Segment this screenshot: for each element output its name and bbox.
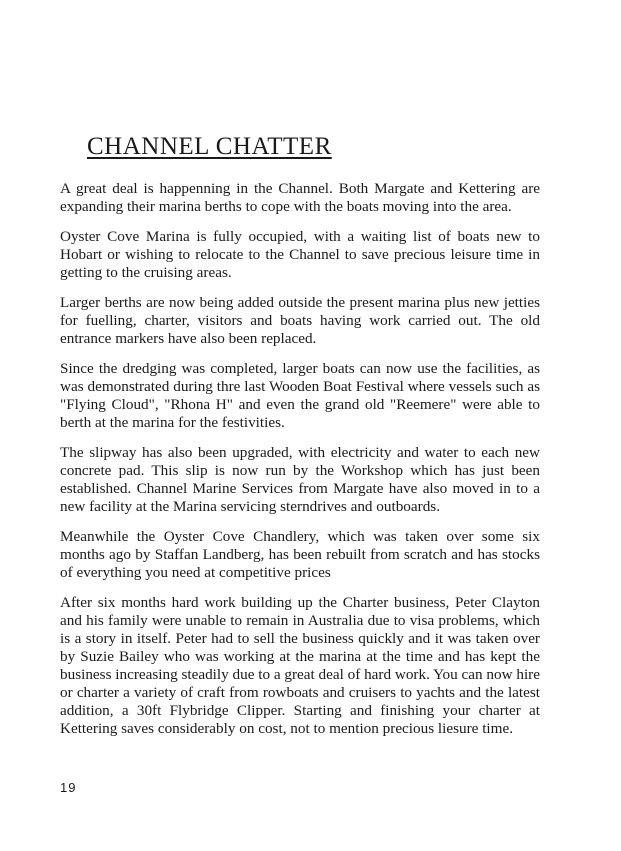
paragraph: Larger berths are now being added outside the present marina plus new jetties for fuelling, charter, visitors and boats having work carried out. The old entrance markers have also been replaced. [60,294,540,347]
page-number: 19 [60,780,77,795]
page-title: CHANNEL CHATTER [87,133,332,160]
article-body [60,180,540,750]
paragraph: Meanwhile the Oyster Cove Chandlery, which was taken over some six months ago by Staffan Landberg, has been rebuilt from scratch and has stocks of everything you need at competitive prices [60,528,540,581]
paragraph: After six months hard work building up the Charter business, Peter Clayton and his family were unable to remain in Australia due to visa problems, which is a story in itself. Peter had to sell the business quickly and it was taken over by Suzie Bailey who was working at the marina at the time and has kept the business increasing steadily due to a great deal of hard work. You can now hire or charter a variety of craft from rowboats and cruisers to yachts and the latest addition, a 30ft Flybridge Clipper. Starting and finishing your charter at Kettering saves considerably on cost, not to mention precious liesure time. [60,594,540,737]
paragraph: The slipway has also been upgraded, with electricity and water to each new concrete pad. This slip is now run by the Workshop which has just been established. Channel Marine Services from Margate have also moved in to a new facility at the Marina servicing sterndrives and outboards. [60,444,540,515]
paragraph: Oyster Cove Marina is fully occupied, with a waiting list of boats new to Hobart or wishing to relocate to the Channel to save precious leisure time in getting to the cruising areas. [60,228,540,281]
paragraph: Since the dredging was completed, larger boats can now use the facilities, as was demonstrated during thre last Wooden Boat Festival where vessels such as "Flying Cloud", "Rhona H" and even the grand old "Reemere" were able to berth at the marina for the festivities. [60,360,540,431]
paragraph: A great deal is happenning in the Channel. Both Margate and Kettering are expanding their marina berths to cope with the boats moving into the area. [60,180,540,215]
